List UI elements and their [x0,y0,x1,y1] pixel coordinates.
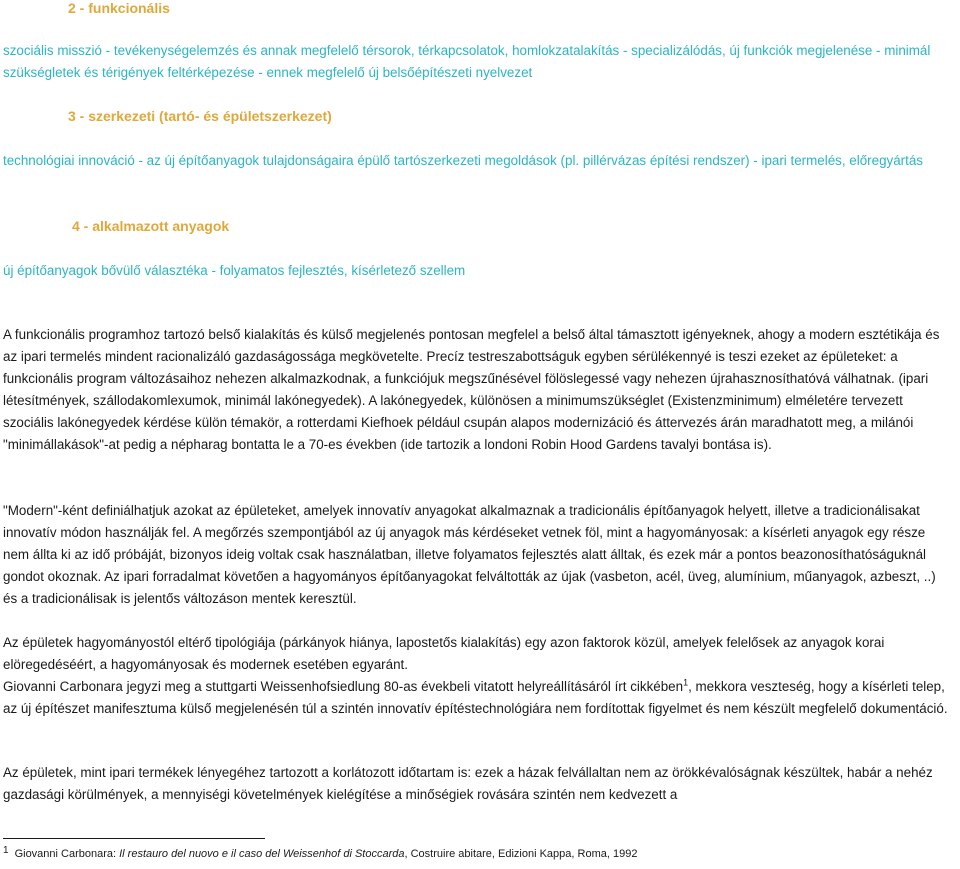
footnote-reference[interactable]: 1 [683,677,689,688]
teal-paragraph-technology: technológiai innováció - az új építőanyagok tulajdonságaira épülő tartószerkezeti megoldások (pl. pillérvázas építési rendszer) - ipari termelés, előregyártás [3,153,923,168]
body-paragraph-2: "Modern"-ként definiálhatjuk azokat az épületeket, amelyek innovatív anyagokat alkalmaznak a tradicionális építőanyagok helyett, illetve a tradicionálisakat innovatív módon használják fel. A megőrzés szempontjából az új anyagok más kérdéseket vetnek föl, mint a hagyományosak: a kísérleti anyagok egy része nem állta ki az idő próbáját, bizonyos ideig voltak csak használatban, illetve folyamatos fejlesztés alatt álltak, és ezek már a pontos beazonosíthatóságuknál gondot okoznak. Az ipari forradalmat követően a hagyományos építőanyagokat felváltották az újak (vasbeton, acél, üveg, alumínium, műanyagok, azbeszt, ..) és a tradicionálisak is jelentős változáson mentek keresztül. [3,503,936,606]
heading-materials: 4 - alkalmazott anyagok [72,218,230,234]
body-paragraph-5: Az épületek, mint ipari termékek lényegéhez tartozott a korlátozott időtartam is: ezek a házak felvállaltan nem az örökkévalóságnak készültek, habár a nehéz gazdasági körülmények, a mennyiségi követelmények kielégítése a minőségiek rovására szintén nem kedvezett a [3,765,933,802]
heading-structural: 3 - szerkezeti (tartó- és épületszerkezet) [68,108,332,124]
body-paragraph-1: A funkcionális programhoz tartozó belső kialakítás és külső megjelenés pontosan megfelel a belső által támasztott igényeknek, ahogy a modern esztétikája és az ipari termelés mindent racionalizáló gazdaságossága megkövetelte. Precíz testreszabottságuk egyben sérülékennyé is teszi ezeket az épületeket: a funkcionális program változásaihoz nehezen alkalmazkodnak, a funkciójuk megszűnésével fölöslegessé vagy nehezen újrahasznosíthatóvá válhatnak. (ipari létesítmények, szállodakomlexumok, minimál lakónegyedek). A lakónegyedek, különösen a minimumszükséglet (Existenzminimum) elméletére tervezett szociális lakónegyedek kérdése külön témakör, a rotterdami Kiefhoek például csupán alapos modernizáció és áttervezés árán maradhatott meg, a milánói "minimállakások"-at pedig a népharag bontatta le a 70-es években (ide tartozik a londoni Robin Hood Gardens tavalyi bontása is). [3,327,940,452]
teal-paragraph-new-materials: új építőanyagok bővülő választéka - folyamatos fejlesztés, kísérletező szellem [3,263,466,278]
footnote-number: 1 [3,845,9,856]
body-paragraph-4 [3,676,953,720]
footnote-title: Il restauro del nuovo e il caso del Weissenhof di Stoccarda [119,848,405,860]
body-paragraph-4-text-b: , mekkora veszteség, hogy a kísérleti telep, az új építészet manifesztuma külső megjelenésén túl a szintén innovatív építéstechnológiára nem fordítottak figyelmet és nem készült megfelelő dokumentáció. [3,679,948,716]
heading-functional: 2 - funkcionális [68,0,170,16]
body-paragraph-3: Az épületek hagyományostól eltérő tipológiája (párkányok hiánya, lapostetős kialakítás) egy azon faktorok közül, amelyek felelősek az anyagok korai elöregedéséért, a hagyományosak és modernek esetében egyaránt. [3,635,885,672]
body-paragraph-4-text-a: Giovanni Carbonara jegyzi meg a stuttgarti Weissenhofsiedlung 80-as évekbeli vitatott helyreállításáról írt cikkében [3,679,684,694]
teal-paragraph-social: szociális misszió - tevékenységelemzés és annak megfelelő térsorok, térkapcsolatok, homlokzatalakítás - specializálódás, új funkciók megjelenése - minimál szükségletek és térigények feltérképezése - ennek megfelelő új belsőépítészeti nyelvezet [3,43,931,80]
footnote-publication: , Costruire abitare, Edizioni Kappa, Roma, 1992 [404,848,638,860]
footnote-author: Giovanni Carbonara: [14,848,120,860]
footnote-divider [3,838,265,839]
footnote [3,845,953,860]
